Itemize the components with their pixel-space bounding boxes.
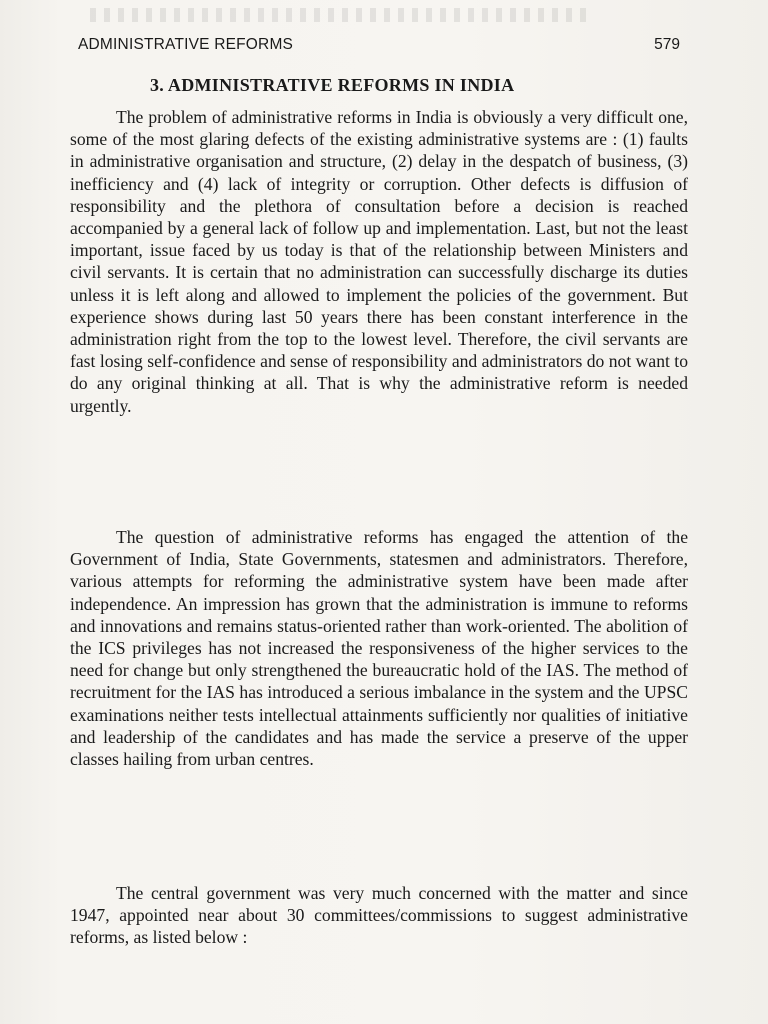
show-through-text <box>90 8 590 22</box>
page-number: 579 <box>654 36 680 53</box>
paragraph-defects: The problem of administrative reforms in India is obviously a very difficult one, some of the most glaring defects of the existing administrative systems are : (1) faults in administrative organisation and structure, (2) delay in the despatch of business, (3) inefficiency and (4) lack of integrity or corruption. Other defects is diffusion of responsibility and the plethora of consultation before a decision is reached accompanied by a general lack of follow up and implementation. Last, but not the least important, issue faced by us today is that of the relationship between Ministers and civil servants. It is certain that no administration can successfully discharge its duties unless it is left along and allowed to implement the policies of the government. But experience shows during last 50 years there has been constant interference in the administration right from the top to the lowest level. Therefore, the civil servants are fast losing self-confidence and sense of responsibility and administrators do not want to do any original thinking at all. That is why the administrative reform is needed urgently. <box>70 107 688 416</box>
paragraph-reform-attempts: The question of administrative reforms has engaged the attention of the Government of India, State Governments, statesmen and administrators. Therefore, various attempts for reforming the administrative system have been made after independence. An impression has grown that the administration is immune to reforms and innovations and remains status-oriented rather than work-oriented. The abolition of the ICS privileges has not increased the responsiveness of the higher services to the need for change but only strengthened the bureaucratic hold of the IAS. The method of recruitment for the IAS has introduced a serious imbalance in the system and the UPSC examinations neither tests intellectual attainments sufficiently nor qualities of initiative and leadership of the candidates and has made the service a preserve of the upper classes hailing from urban centres. <box>70 527 688 770</box>
section-heading: 3. ADMINISTRATIVE REFORMS IN INDIA <box>150 75 515 95</box>
running-header: ADMINISTRATIVE REFORMS <box>78 36 294 53</box>
paragraph-committees: The central government was very much concerned with the matter and since 1947, appointed near about 30 committees/commissions to suggest administrative reforms, as listed below : <box>70 883 688 948</box>
